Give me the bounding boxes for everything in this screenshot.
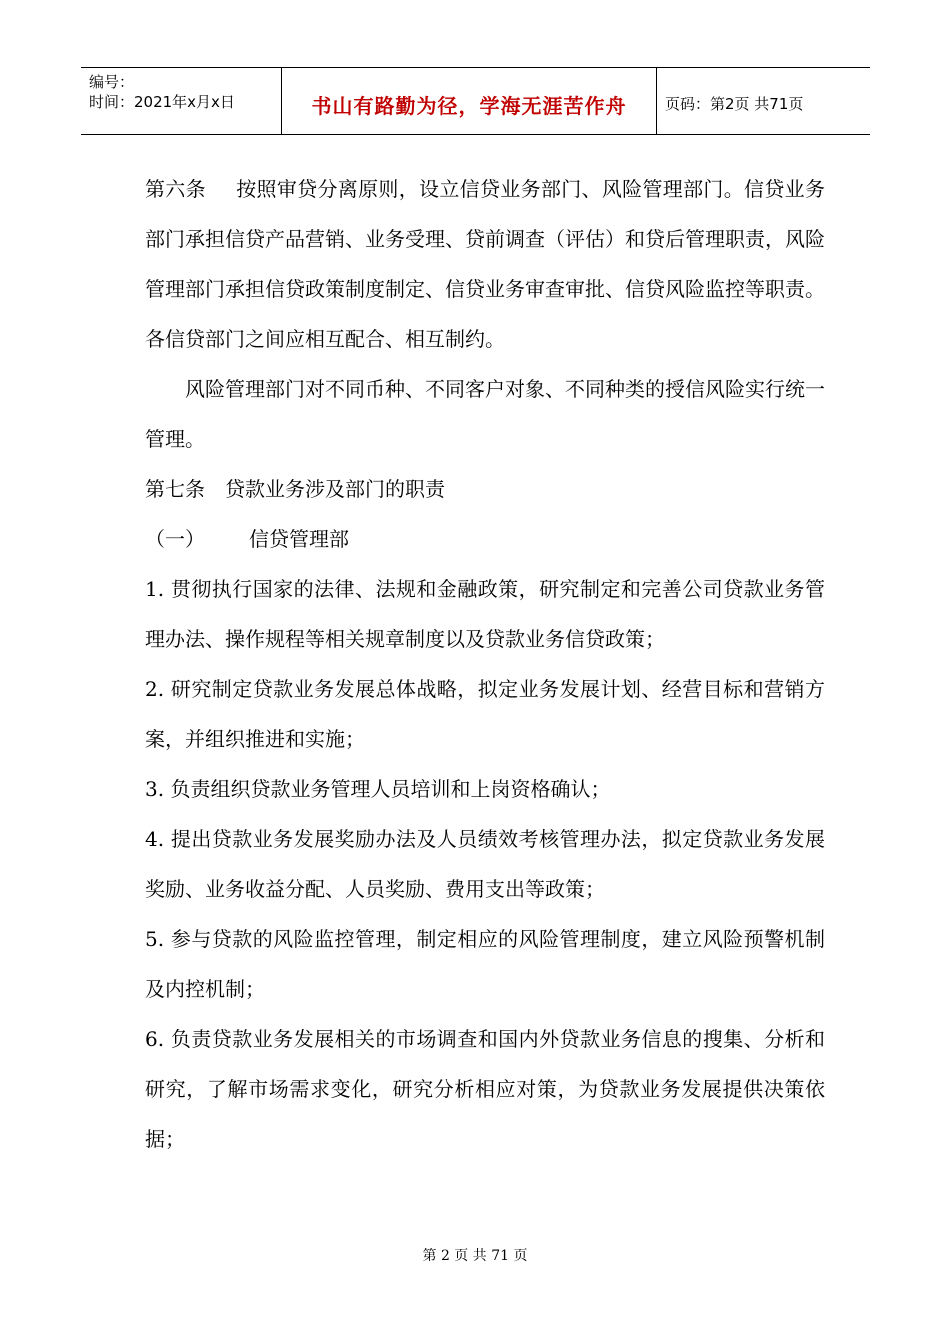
document-body <box>145 164 825 1164</box>
header-motto-cell <box>282 68 657 134</box>
section-1-heading <box>145 514 825 564</box>
article-6-paragraph <box>145 164 825 364</box>
list-item: 1. 贯彻执行国家的法律、法规和金融政策，研究制定和完善公司贷款业务管理办法、操作规程等相关规章制度以及贷款业务信贷政策； <box>145 577 825 651</box>
header-meta <box>81 68 282 134</box>
list-item: 5. 参与贷款的风险监控管理，制定相应的风险管理制度，建立风险预警机制及内控机制； <box>145 927 825 1001</box>
list-item: 2. 研究制定贷款业务发展总体战略，拟定业务发展计划、经营目标和营销方案，并组织推进和实施； <box>145 677 825 751</box>
article-7-title: 第七条 <box>145 477 205 501</box>
article-6-paragraph-2: 风险管理部门对不同币种、不同客户对象、不同种类的授信风险实行统一管理。 <box>145 377 825 451</box>
list-item: 3. 负责组织贷款业务管理人员培训和上岗资格确认； <box>145 777 611 801</box>
section-1-name: 信贷管理部 <box>249 527 349 551</box>
list-item: 4. 提出贷款业务发展奖励办法及人员绩效考核管理办法，拟定贷款业务发展奖励、业务收益分配、人员奖励、费用支出等政策； <box>145 827 825 901</box>
page-info-text: 页码：第2页 共71页 <box>665 94 804 113</box>
article-6-text: 按照审贷分离原则，设立信贷业务部门、风险管理部门。信贷业务部门承担信贷产品营销、业务受理、贷前调查（评估）和贷后管理职责，风险管理部门承担信贷政策制度制定、信贷业务审查审批、信贷风险监控等职责。各信贷部门之间应相互配合、相互制约。 <box>145 177 825 351</box>
article-7-text: 贷款业务涉及部门的职责 <box>225 477 445 501</box>
header-page-info <box>657 68 870 134</box>
article-7-paragraph <box>145 464 825 514</box>
section-1-number: （一） <box>145 527 205 551</box>
article-6-title: 第六条 <box>145 177 206 201</box>
list-item: 6. 负责贷款业务发展相关的市场调查和国内外贷款业务信息的搜集、分析和研究，了解市场需求变化，研究分析相应对策，为贷款业务发展提供决策依据； <box>145 1027 825 1151</box>
page-header <box>81 67 870 135</box>
time-label: 时间：2021年x月x日 <box>89 93 235 111</box>
header-motto: 书山有路勤为径，学海无涯苦作舟 <box>311 93 627 118</box>
serial-label: 编号： <box>89 73 135 91</box>
page-footer: 第 2 页 共 71 页 <box>422 1248 528 1264</box>
